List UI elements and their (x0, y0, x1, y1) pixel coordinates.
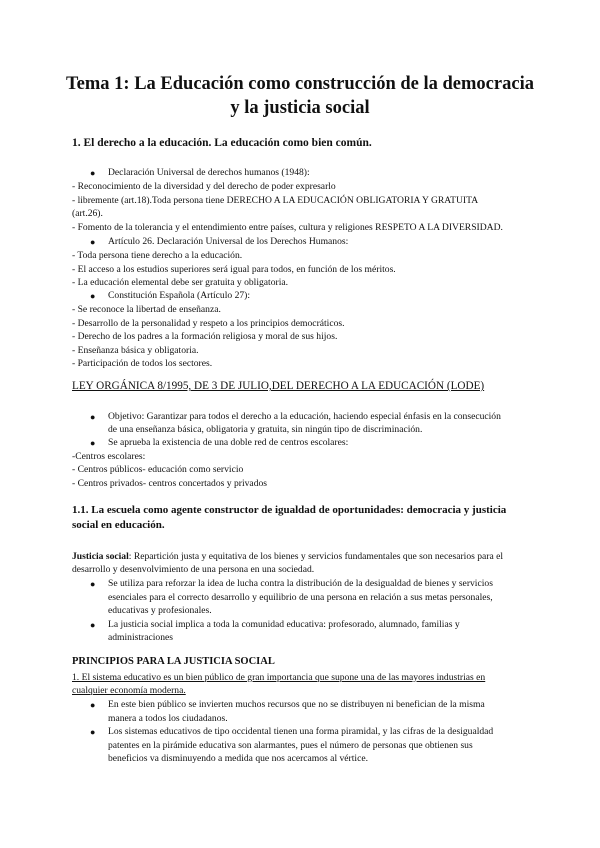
list-item: -Centros escolares: (72, 451, 146, 462)
list-item: - Centros privados- centros concertados y privados (72, 478, 268, 489)
bullet-implica: La justicia social implica a toda la comunidad educativa: profesorado, alumnado, familias y (108, 619, 460, 630)
bullet-utiliza-cont: educativas y profesionales. (108, 605, 212, 616)
bullet-icon: ● (90, 438, 96, 448)
bullet-icon: ● (90, 291, 96, 301)
bullet-objetivo-cont: de una enseñanza básica, obligatoria y gratuita, sin ningún tipo de discriminación. (108, 424, 423, 435)
list-item: - Desarrollo de la personalidad y respeto a los principios democráticos. (72, 318, 345, 329)
bullet-declaracion: Declaración Universal de derechos humanos (1948): (108, 167, 310, 178)
list-item: - Participación de todos los sectores. (72, 358, 213, 369)
principios-heading: PRINCIPIOS PARA LA JUSTICIA SOCIAL (72, 656, 275, 667)
principio-item-1: 1. El sistema educativo es un bien público de gran importancia que supone una de las mayores industrias en (72, 672, 486, 683)
bullet-sistemas-cont: patentes en la pirámide educativa son alarmantes, pues el número de personas que obtienen sus (108, 740, 473, 751)
list-item: - libremente (art.18).Toda persona tiene DERECHO A LA EDUCACIÓN OBLIGATORIA Y GRATUITA (72, 195, 479, 206)
bullet-sistemas: Los sistemas educativos de tipo occidental tienen una forma piramidal, y las cifras de la desigualdad (108, 726, 494, 737)
justicia-text-cont: desarrollo y desenvolvimiento de una persona en una sociedad. (72, 564, 315, 575)
bullet-constitucion: Constitución Española (Artículo 27): (108, 290, 251, 301)
list-item: - Toda persona tiene derecho a la educación. (72, 250, 243, 261)
list-item: - La educación elemental debe ser gratuita y obligatoria. (72, 277, 289, 288)
section-heading-1: 1. El derecho a la educación. La educación como bien común. (72, 137, 372, 149)
bullet-sistemas-cont: beneficios va disminuyendo a medida que nos acercamos al vértice. (108, 753, 369, 764)
list-item: - Fomento de la tolerancia y el entendimiento entre países, cultura y religiones RESPETO A LA DIVERSIDAD. (72, 222, 503, 233)
list-item: - El acceso a los estudios superiores será igual para todos, en función de los méritos. (72, 264, 396, 275)
list-item: - Enseñanza básica y obligatoria. (72, 345, 199, 356)
justicia-label: Justicia social (72, 551, 129, 562)
bullet-utiliza: Se utiliza para reforzar la idea de lucha contra la distribución de la desigualdad de bienes y servicios (108, 578, 493, 589)
list-item: - Reconocimiento de la diversidad y del derecho de poder expresarlo (72, 181, 336, 192)
page-title: Tema 1: La Educación como construcción de la democracia y la justicia social (66, 74, 534, 118)
list-item: - Derecho de los padres a la formación religiosa y moral de sus hijos. (72, 331, 338, 342)
bullet-red: Se aprueba la existencia de una doble red de centros escolares: (108, 437, 349, 448)
bullet-icon: ● (90, 168, 96, 178)
lode-heading: LEY ORGÁNICA 8/1995, DE 3 DE JULIO,DEL DERECHO A LA EDUCACIÓN (LODE) (72, 380, 485, 392)
bullet-objetivo: Objetivo: Garantizar para todos el derecho a la educación, haciendo especial énfasis en la consecución (108, 411, 501, 422)
bullet-implica-cont: administraciones (108, 632, 174, 643)
bullet-icon: ● (90, 700, 96, 710)
section-heading-1-1: 1.1. La escuela como agente constructor de igualdad de oportunidades: democracia y justicia social en educación. (72, 504, 507, 531)
bullet-icon: ● (90, 727, 96, 737)
list-item: (art.26). (72, 208, 103, 219)
bullet-icon: ● (90, 412, 96, 422)
bullet-articulo: Artículo 26. Declaración Universal de los Derechos Humanos: (108, 236, 349, 247)
bullet-utiliza-cont: esenciales para el correcto desarrollo y equilibrio de una persona en relación a sus metas personales, (108, 592, 493, 603)
principio-item-1-cont: cualquier economía moderna. (72, 685, 186, 696)
bullet-icon: ● (90, 579, 96, 589)
bullet-icon: ● (90, 620, 96, 630)
bullet-icon: ● (90, 237, 96, 247)
justicia-paragraph (72, 550, 503, 563)
bullet-bien-publico: En este bien público se invierten muchos recursos que no se distribuyen ni benefician de la misma (108, 699, 485, 710)
bullet-bien-publico-cont: manera a todos los ciudadanos. (108, 713, 228, 724)
list-item: - Centros públicos- educación como servicio (72, 464, 244, 475)
justicia-text: : Repartición justa y equitativa de los bienes y servicios fundamentales que son necesarios para el (128, 551, 504, 562)
list-item: - Se reconoce la libertad de enseñanza. (72, 304, 221, 315)
